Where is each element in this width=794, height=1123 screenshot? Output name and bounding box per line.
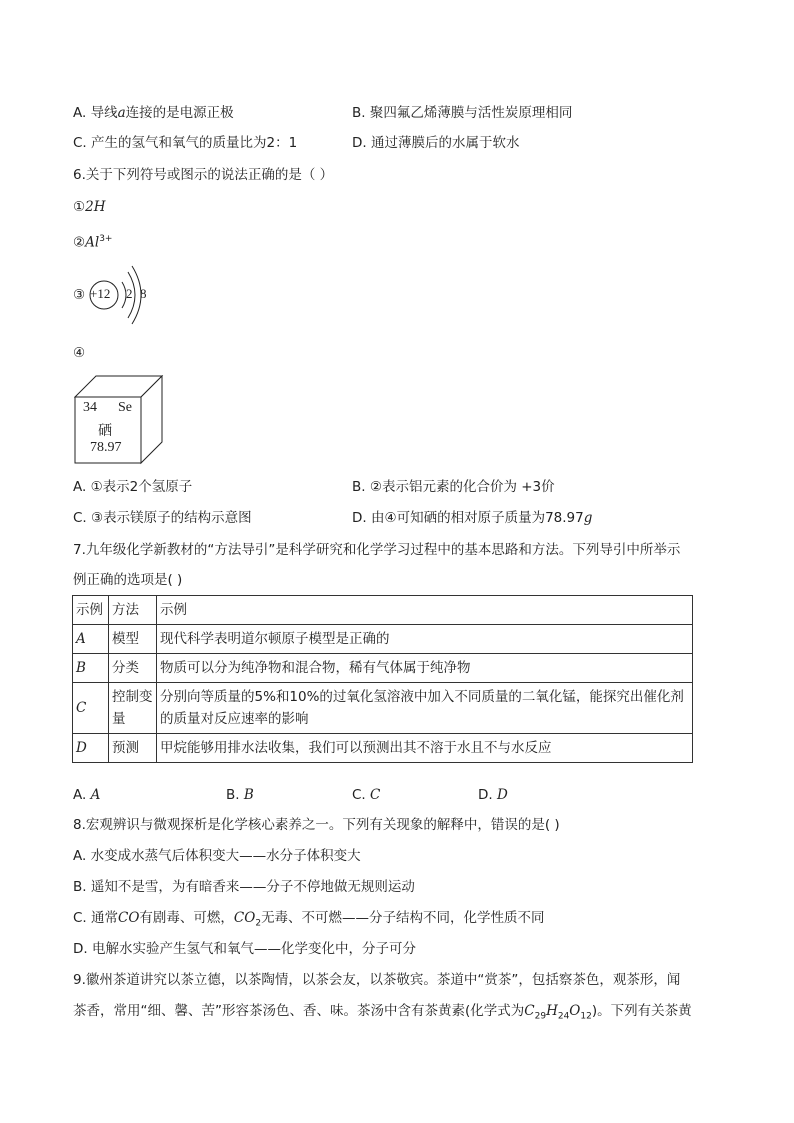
q6-option-b: B. ②表示铝元素的化合价为 +3价 bbox=[352, 479, 555, 495]
q7-row-method: 分类 bbox=[109, 654, 157, 683]
q5-option-c: C. 产生的氢气和氧气的质量比为2：1 bbox=[73, 135, 298, 151]
table-row bbox=[73, 654, 693, 683]
q6-item-4-label: ④ bbox=[73, 345, 86, 361]
q7-row-method: 预测 bbox=[109, 734, 157, 763]
q7-row-example: 现代科学表明道尔顿原子模型是正确的 bbox=[157, 625, 693, 654]
atom-nucleus-charge: +12 bbox=[90, 286, 111, 301]
q7-row-example: 分别向等质量的5%和10%的过氧化氢溶液中加入不同质量的二氧化锰，能探究出催化剂的质量对反应速率的影响 bbox=[157, 683, 693, 734]
q7-stem-line-2: 例正确的选项是( ) bbox=[73, 572, 183, 588]
atom-structure-diagram bbox=[74, 262, 164, 328]
q7-header-cell: 示例 bbox=[73, 596, 109, 625]
q6-item-1: ①2H bbox=[73, 199, 106, 215]
q7-option-a: A. A bbox=[73, 787, 101, 803]
q8-stem: 8.宏观辨识与微观探析是化学核心素养之一。下列有关现象的解释中，错误的是( ) bbox=[73, 817, 560, 833]
atom-shell-2: 8 bbox=[140, 286, 147, 301]
table-row bbox=[73, 683, 693, 734]
q7-row-example: 甲烷能够用排水法收集，我们可以预测出其不溶于水且不与水反应 bbox=[157, 734, 693, 763]
element-symbol: Se bbox=[118, 400, 132, 415]
q9-stem-line-2: 茶香，常用“细、馨、苦”形容茶汤色、香、味。茶汤中含有茶黄素(化学式为$C_{29}H_{24}O_{12}$)。下列有关茶黄 bbox=[73, 1003, 692, 1022]
q7-row-key: C bbox=[73, 683, 109, 734]
q8-option-a: A. 水变成水蒸气后体积变大——水分子体积变大 bbox=[73, 848, 361, 864]
q7-option-b: B. B bbox=[226, 787, 254, 803]
q7-row-example: 物质可以分为纯净物和混合物，稀有气体属于纯净物 bbox=[157, 654, 693, 683]
q7-option-d: D. D bbox=[478, 787, 508, 803]
q6-option-c: C. ③表示镁原子的结构示意图 bbox=[73, 510, 252, 526]
q9-stem-line-1: 9.徽州茶道讲究以茶立德，以茶陶情，以茶会友，以茶敬宾。茶道中“赏茶”，包括察茶色，观茶形，闻 bbox=[73, 972, 681, 988]
q6-item-3-label: ③ bbox=[73, 287, 86, 303]
q7-header-cell: 方法 bbox=[109, 596, 157, 625]
q8-option-c: C. 通常CO有剧毒、可燃，$CO_2$无毒、不可燃——分子结构不同，化学性质不同 bbox=[73, 910, 545, 929]
q7-table-header-row bbox=[73, 596, 693, 625]
periodic-table-cell bbox=[74, 375, 164, 465]
q7-table bbox=[72, 595, 693, 763]
q8-option-d: D. 电解水实验产生氢气和氧气——化学变化中，分子可分 bbox=[73, 941, 416, 957]
q6-option-a: A. ①表示2个氢原子 bbox=[73, 479, 193, 495]
q7-row-key: D bbox=[73, 734, 109, 763]
q7-row-method: 模型 bbox=[109, 625, 157, 654]
table-row bbox=[73, 734, 693, 763]
q6-item-2: $②Al^{3+}$ bbox=[73, 234, 113, 251]
q8-option-b: B. 遥知不是雪，为有暗香来——分子不停地做无规则运动 bbox=[73, 879, 415, 895]
element-atomic-number: 34 bbox=[83, 400, 97, 415]
q7-header-cell: 示例 bbox=[157, 596, 693, 625]
q7-option-c: C. C bbox=[352, 787, 381, 803]
q6-stem: 6.关于下列符号或图示的说法正确的是（ ） bbox=[73, 167, 334, 183]
element-name: 硒 bbox=[98, 424, 112, 439]
q5-option-b: B. 聚四氟乙烯薄膜与活性炭原理相同 bbox=[352, 105, 573, 121]
q7-row-method: 控制变量 bbox=[109, 683, 157, 734]
atom-structure-svg bbox=[74, 262, 164, 328]
q5-option-a: A. 导线a连接的是电源正极 bbox=[73, 105, 234, 121]
q6-option-d: D. 由④可知硒的相对原子质量为78.97g bbox=[352, 510, 593, 526]
q7-stem-line-1: 7.九年级化学新教材的“方法导引”是科学研究和化学学习过程中的基本思路和方法。下列导引中所举示 bbox=[73, 542, 681, 558]
q5-option-d: D. 通过薄膜后的水属于软水 bbox=[352, 135, 520, 151]
element-mass: 78.97 bbox=[90, 440, 122, 455]
table-row bbox=[73, 625, 693, 654]
atom-shell-1: 2 bbox=[126, 286, 133, 301]
q7-row-key: B bbox=[73, 654, 109, 683]
q7-row-key: A bbox=[73, 625, 109, 654]
